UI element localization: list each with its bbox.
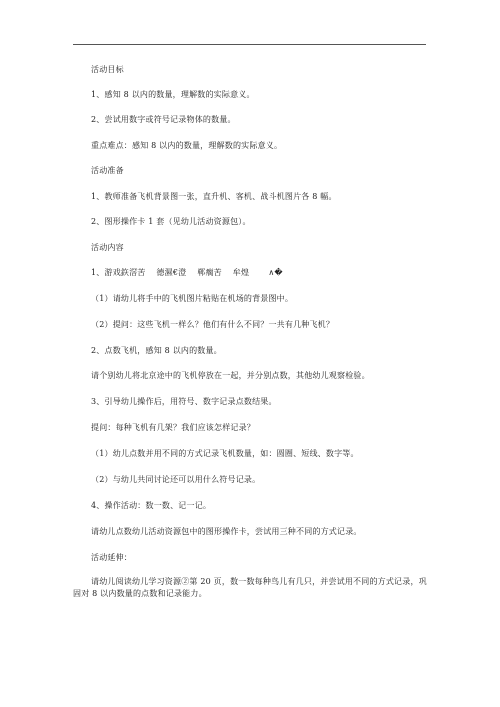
preparation-item-1: 1、教师准备飞机背景图一张，直升机、客机、战斗机图片各 8 幅。 — [91, 192, 337, 201]
content-step-3-sub-2: （2）与幼儿共同讨论还可以用什么符号记录。 — [91, 475, 261, 484]
content-step-4-detail: 请幼儿点数幼儿活动资源包中的图形操作卡，尝试用三种不同的方式记录。 — [91, 527, 362, 536]
goal-item-1: 1、感知 8 以内的数量，理解数的实际意义。 — [91, 90, 255, 99]
heading-activity-goals: 活动目标 — [91, 65, 124, 74]
content-step-1-sub-2: （2）提问：这些飞机一样么？他们有什么不同？一共有几种飞机？ — [91, 320, 335, 329]
content-step-1: 1、游戏鉃滘苦 德濕€澄 郸瘸苦 牟煌 ∧� — [91, 268, 283, 277]
content-step-4: 4、操作活动：数一数、记一记。 — [91, 501, 212, 510]
preparation-item-2: 2、图形操作卡 1 套（见幼儿活动资源包）。 — [91, 217, 251, 226]
content-step-2-detail: 请个别幼儿将北京途中的飞机停放在一起，并分别点数，其他幼儿观察检验。 — [91, 371, 370, 380]
content-step-2: 2、点数飞机，感知 8 以内的数量。 — [91, 346, 222, 355]
heading-activity-extension: 活动延伸： — [91, 553, 132, 562]
content-step-3-question: 提问：每种飞机有几架？我们应该怎样记录？ — [91, 423, 255, 432]
content-step-1-sub-1: （1）请幼儿将手中的飞机图片粘贴在机场的背景图中。 — [91, 294, 294, 303]
heading-activity-preparation: 活动准备 — [91, 166, 124, 175]
heading-activity-content: 活动内容 — [91, 243, 124, 252]
header-rule — [73, 44, 426, 45]
content-step-3-sub-1: （1）幼儿点数并用不同的方式记录飞机数量，如：圆圈、短线、数字等。 — [91, 449, 359, 458]
key-difficulty: 重点难点：感知 8 以内的数量，理解数的实际意义。 — [91, 141, 283, 150]
extension-paragraph: 请幼儿阅读幼儿学习资源②第 20 页，数一数每种鸟儿有几只，并尝试用不同的方式记录，巩固对 8 以内数量的点数和记录能力。 — [73, 577, 427, 598]
content-step-3: 3、引导幼儿操作后，用符号、数字记录点数结果。 — [91, 397, 277, 406]
goal-item-2: 2、尝试用数字或符号记录物体的数量。 — [91, 115, 236, 124]
